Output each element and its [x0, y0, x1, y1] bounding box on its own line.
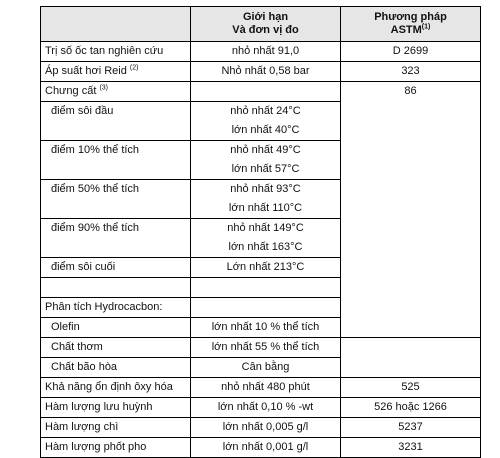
property-cell: điểm 10% thể tích: [41, 141, 191, 161]
property-cell: Áp suất hơi Reid $^{(2)}$: [41, 62, 191, 82]
property-cell: Hàm lượng chì: [41, 418, 191, 438]
property-cell: [41, 160, 191, 180]
property-cell: điểm 50% thể tích: [41, 180, 191, 200]
limit-cell: nhỏ nhất 91,0: [191, 42, 341, 62]
limit-cell: lớn nhất 57°C: [191, 160, 341, 180]
method-cell: 526 hoặc 1266: [341, 398, 481, 418]
property-cell: Khả năng ổn định ôxy hóa: [41, 378, 191, 398]
property-cell: điểm sôi cuối: [41, 258, 191, 278]
table-row: [41, 378, 481, 398]
limit-cell: lớn nhất 0,005 g/l: [191, 418, 341, 438]
limit-cell: Lớn nhất 213°C: [191, 258, 341, 278]
header-row: [41, 7, 481, 42]
method-cell: 323: [341, 62, 481, 82]
property-cell: điểm 90% thể tích: [41, 219, 191, 239]
limit-cell: lớn nhất 163°C: [191, 238, 341, 258]
property-cell: Phân tích Hydrocacbon:: [41, 298, 191, 318]
property-cell: Chất bão hòa: [41, 358, 191, 378]
method-cell: 3231: [341, 438, 481, 458]
method-cell: D 2699: [341, 42, 481, 62]
limit-cell: nhỏ nhất 480 phút: [191, 378, 341, 398]
limit-cell: nhỏ nhất 49°C: [191, 141, 341, 161]
method-cell: 5237: [341, 418, 481, 438]
limit-cell: nhỏ nhất 149°C: [191, 219, 341, 239]
property-cell: Hàm lượng phốt pho: [41, 438, 191, 458]
table-row: [41, 42, 481, 62]
specification-table: [40, 6, 481, 458]
property-cell: Chưng cất $^{(3)}$: [41, 82, 191, 102]
limit-cell: nhỏ nhất 24°C: [191, 102, 341, 122]
limit-cell: lớn nhất 55 % thể tích: [191, 338, 341, 358]
property-cell: điểm sôi đầu: [41, 102, 191, 122]
table-row: [41, 438, 481, 458]
limit-cell: Cân bằng: [191, 358, 341, 378]
limit-cell: [191, 278, 341, 298]
method-cell: 86: [341, 82, 481, 338]
property-cell: [41, 121, 191, 141]
table-row: [41, 338, 481, 358]
table-row: [41, 358, 481, 378]
table-row: [41, 62, 481, 82]
limit-cell: [191, 298, 341, 318]
method-cell: 525: [341, 378, 481, 398]
table-row: [41, 398, 481, 418]
limit-cell: lớn nhất 0,001 g/l: [191, 438, 341, 458]
header-limit: Giới hạn Và đơn vị đo: [191, 7, 341, 42]
limit-cell: lớn nhất 110°C: [191, 199, 341, 219]
limit-cell: lớn nhất 10 % thể tích: [191, 318, 341, 338]
limit-cell: Nhỏ nhất 0,58 bar: [191, 62, 341, 82]
property-cell: Olefin: [41, 318, 191, 338]
property-cell: [41, 238, 191, 258]
header-method: Phương pháp ASTM$^{(1)}$: [341, 7, 481, 42]
property-cell: Chất thơm: [41, 338, 191, 358]
header-property: [41, 7, 191, 42]
limit-cell: lớn nhất 40°C: [191, 121, 341, 141]
property-cell: Hàm lượng lưu huỳnh: [41, 398, 191, 418]
property-cell: Trị số ốc tan nghiên cứu: [41, 42, 191, 62]
table-row: [41, 418, 481, 438]
limit-cell: lớn nhất 0,10 % -wt: [191, 398, 341, 418]
table-row: [41, 82, 481, 102]
limit-cell: [191, 82, 341, 102]
property-cell: [41, 278, 191, 298]
limit-cell: nhỏ nhất 93°C: [191, 180, 341, 200]
property-cell: [41, 199, 191, 219]
